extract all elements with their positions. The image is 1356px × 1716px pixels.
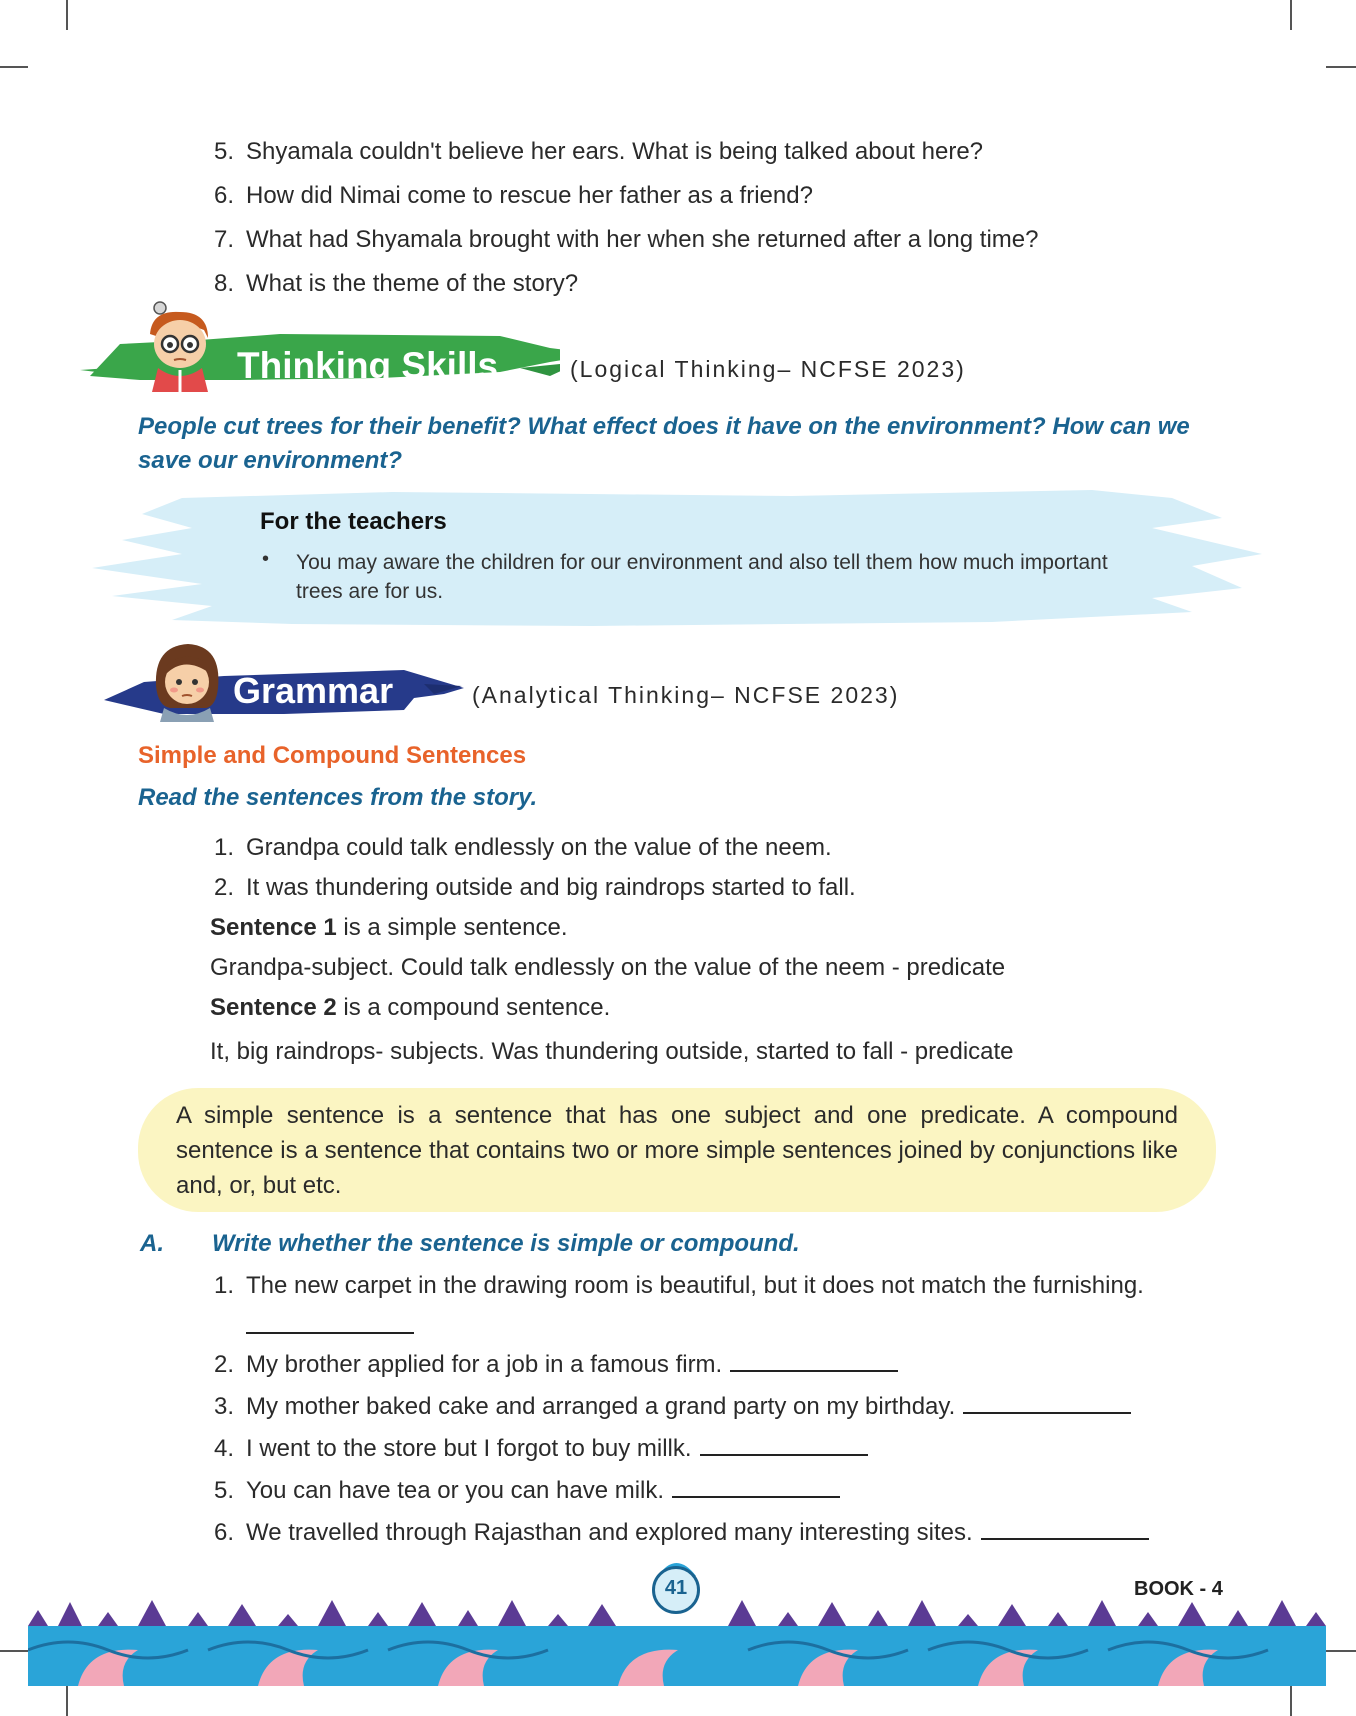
sentence-1-line: Sentence 1 is a simple sentence. — [210, 914, 568, 941]
answer-blank[interactable] — [981, 1518, 1149, 1540]
sentence-1-explain: Grandpa-subject. Could talk endlessly on the value of the neem - predicate — [210, 954, 1006, 981]
crop-mark — [1326, 1650, 1356, 1652]
grammar-topic: Simple and Compound Sentences — [138, 742, 527, 769]
question-item: 6. How did Nimai come to rescue her father as a friend? — [213, 182, 813, 209]
exercise-a-instruction: Write whether the sentence is simple or compound. — [212, 1230, 800, 1257]
exercise-item: 3. My mother baked cake and arranged a grand party on my birthday. — [200, 1392, 1131, 1421]
exercise-item: 5. You can have tea or you can have milk. — [200, 1476, 840, 1505]
answer-blank[interactable] — [672, 1476, 840, 1498]
question-item: 5. Shyamala couldn't believe her ears. What is being talked about here? — [213, 138, 984, 165]
crop-mark — [0, 66, 28, 68]
grammar-title: Grammar — [233, 670, 394, 711]
thinking-question: People cut trees for their benefit? What effect does it have on the environment? How can we save our environment? — [138, 413, 1190, 474]
sentence-2-line: Sentence 2 is a compound sentence. — [210, 994, 611, 1021]
crop-mark — [1326, 66, 1356, 68]
teacher-note-heading: For the teachers — [260, 508, 447, 535]
crop-mark — [66, 1686, 68, 1716]
answer-blank[interactable] — [730, 1350, 898, 1372]
bullet-icon: • — [262, 548, 270, 570]
question-item: 8. What is the theme of the story? — [213, 270, 579, 297]
page-number: 41 — [664, 1577, 688, 1599]
sentence-2-explain: It, big raindrops- subjects. Was thundering outside, started to fall - predicate — [210, 1038, 1014, 1065]
question-item: 7. What had Shyamala brought with her when she returned after a long time? — [213, 226, 1039, 253]
answer-blank[interactable] — [246, 1314, 414, 1334]
exercise-a-label: A. — [140, 1230, 164, 1257]
exercise-item: 2. My brother applied for a job in a famous firm. — [200, 1350, 898, 1379]
exercise-item: 4. I went to the store but I forgot to buy millk. — [200, 1434, 868, 1463]
book-label: BOOK - 4 — [1134, 1578, 1223, 1600]
grammar-instruction: Read the sentences from the story. — [138, 784, 538, 811]
answer-blank[interactable] — [963, 1392, 1131, 1414]
exercise-item: 6. We travelled through Rajasthan and explored many interesting sites. — [200, 1518, 1149, 1547]
thinking-skills-title: Thinking Skills — [237, 345, 499, 386]
crop-mark — [1290, 1686, 1292, 1716]
teacher-note-text: You may aware the children for our environment and also tell them how much important trees are for us. — [296, 551, 1108, 603]
definition-text: A simple sentence is a sentence that has one subject and one predicate. A compound sentence is a sentence that contains two or more simple sentences joined by conjunctions like and, or, but etc. — [176, 1102, 1178, 1199]
thinking-kid-icon — [138, 300, 218, 392]
crop-mark — [1290, 0, 1292, 30]
example-item: 2. It was thundering outside and big raindrops started to fall. — [213, 874, 856, 901]
grammar-subtitle: (Analytical Thinking– NCFSE 2023) — [472, 682, 900, 708]
crop-mark — [66, 0, 68, 30]
crop-mark — [0, 1650, 28, 1652]
example-item: 1. Grandpa could talk endlessly on the value of the neem. — [213, 834, 832, 861]
grammar-kid-icon — [150, 636, 224, 722]
answer-blank[interactable] — [700, 1434, 868, 1456]
exercise-item: 1. The new carpet in the drawing room is beautiful, but it does not match the furnishing. — [213, 1272, 1144, 1299]
thinking-skills-subtitle: (Logical Thinking– NCFSE 2023) — [570, 356, 966, 382]
